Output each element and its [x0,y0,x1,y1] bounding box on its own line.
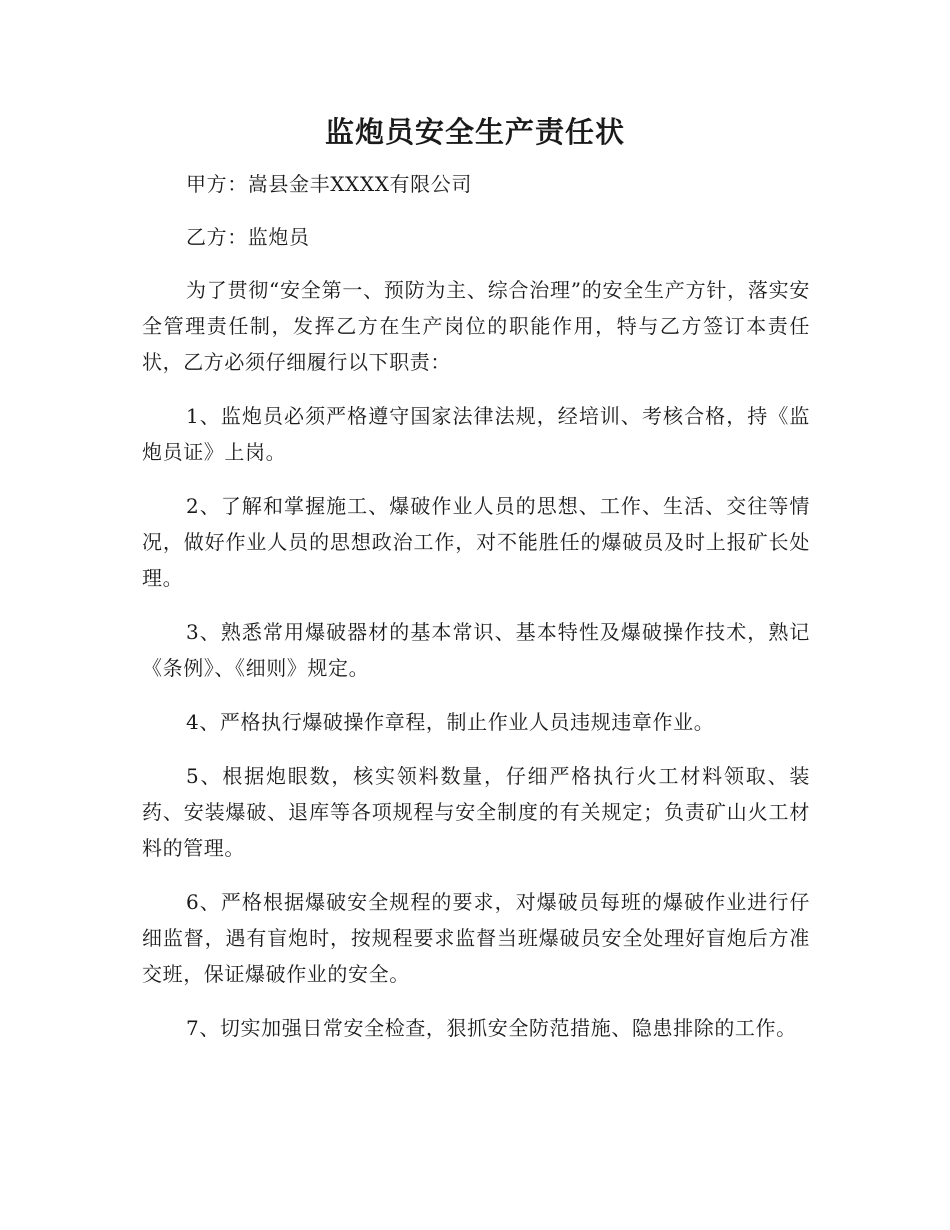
duty-item-7: 7、切实加强日常安全检查，狠抓安全防范措施、隐患排除的工作。 [186,1016,797,1040]
duty-item-2: 2、了解和掌握施工、爆破作业人员的思想、工作、生活、交往等情况，做好作业人员的思想政治工作，对不能胜任的爆破员及时上报矿长处理。 [142,494,810,590]
duty-item-1: 1、监炮员必须严格遵守国家法律法规，经培训、考核合格，持《监炮员证》上岗。 [142,404,810,464]
duty-item-4: 4、严格执行爆破操作章程，制止作业人员违规违章作业。 [186,710,715,734]
duty-item-5: 5、根据炮眼数，核实领料数量，仔细严格执行火工材料领取、装药、安装爆破、退库等各项规程与安全制度的有关规定；负责矿山火工材料的管理。 [142,764,810,860]
party-b: 乙方：监炮员 [186,225,310,249]
document-title: 监炮员安全生产责任状 [324,115,625,149]
document-body [142,166,810,1064]
duty-item-3: 3、熟悉常用爆破器材的基本常识、基本特性及爆破操作技术，熟记《条例》、《细则》规定。 [142,620,810,680]
party-a: 甲方：嵩县金丰XXXX有限公司 [186,172,472,196]
intro-paragraph: 为了贯彻“安全第一、预防为主、综合治理”的安全生产方针，落实安全管理责任制，发挥乙方在生产岗位的职能作用，特与乙方签订本责任状，乙方必须仔细履行以下职责： [142,278,810,374]
duty-item-6: 6、严格根据爆破安全规程的要求，对爆破员每班的爆破作业进行仔细监督，遇有盲炮时，按规程要求监督当班爆破员安全处理好盲炮后方准交班，保证爆破作业的安全。 [142,890,810,986]
